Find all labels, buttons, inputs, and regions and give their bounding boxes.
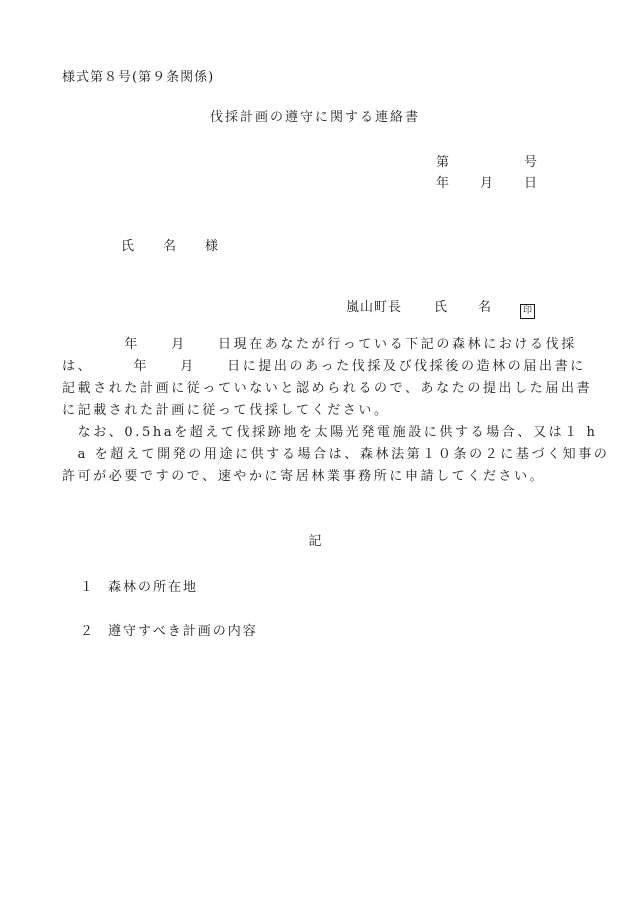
sender-title: 嵐山町長 (346, 300, 403, 315)
sender-name2: 名 (478, 300, 492, 315)
sender (346, 296, 535, 319)
item-label: 遵守すべき計画の内容 (108, 624, 258, 639)
body-line: は、 年 月 日に提出のあった伐採及び伐採後の造林の届出書に (62, 359, 586, 374)
date-day: 日 (524, 176, 538, 191)
list-item (80, 620, 258, 639)
body-line: 年 月 日現在あなたが行っている下記の森林における伐採 (62, 337, 577, 352)
body-line: 許可が必要ですので、速やかに寄居林業事務所に申請してください。 (62, 469, 546, 484)
doc-number-go: 号 (524, 155, 538, 170)
seal-icon: 印 (520, 304, 535, 319)
form-number: 様式第８号(第９条関係) (62, 70, 215, 85)
addressee (121, 235, 218, 254)
item-label: 森林の所在地 (108, 580, 199, 595)
list-item (80, 576, 198, 595)
addressee-honorific: 様 (205, 239, 219, 254)
body-paragraph (62, 334, 610, 488)
sender-name1: 氏 (434, 300, 448, 315)
doc-number-dai: 第 (436, 155, 450, 170)
body-line: a を超えて開発の用途に供する場合は、森林法第１０条の２に基づく知事の (62, 447, 610, 462)
addressee-part2: 名 (163, 239, 177, 254)
body-line: 記載された計画に従っていないと認められるので、あなたの提出した届出書 (62, 381, 593, 396)
item-number: ２ (80, 624, 96, 639)
date-year: 年 (436, 176, 450, 191)
ki-heading: 記 (308, 534, 322, 549)
date-month: 月 (480, 176, 494, 191)
addressee-part1: 氏 (121, 239, 135, 254)
body-line: なお、0.5haを超えて伐採跡地を太陽光発電施設に供する場合、又は１ h (62, 425, 598, 440)
item-number: １ (80, 580, 96, 595)
body-line: に記載された計画に従って伐採してください。 (62, 403, 390, 418)
document-title: 伐採計画の遵守に関する連絡書 (209, 110, 420, 125)
